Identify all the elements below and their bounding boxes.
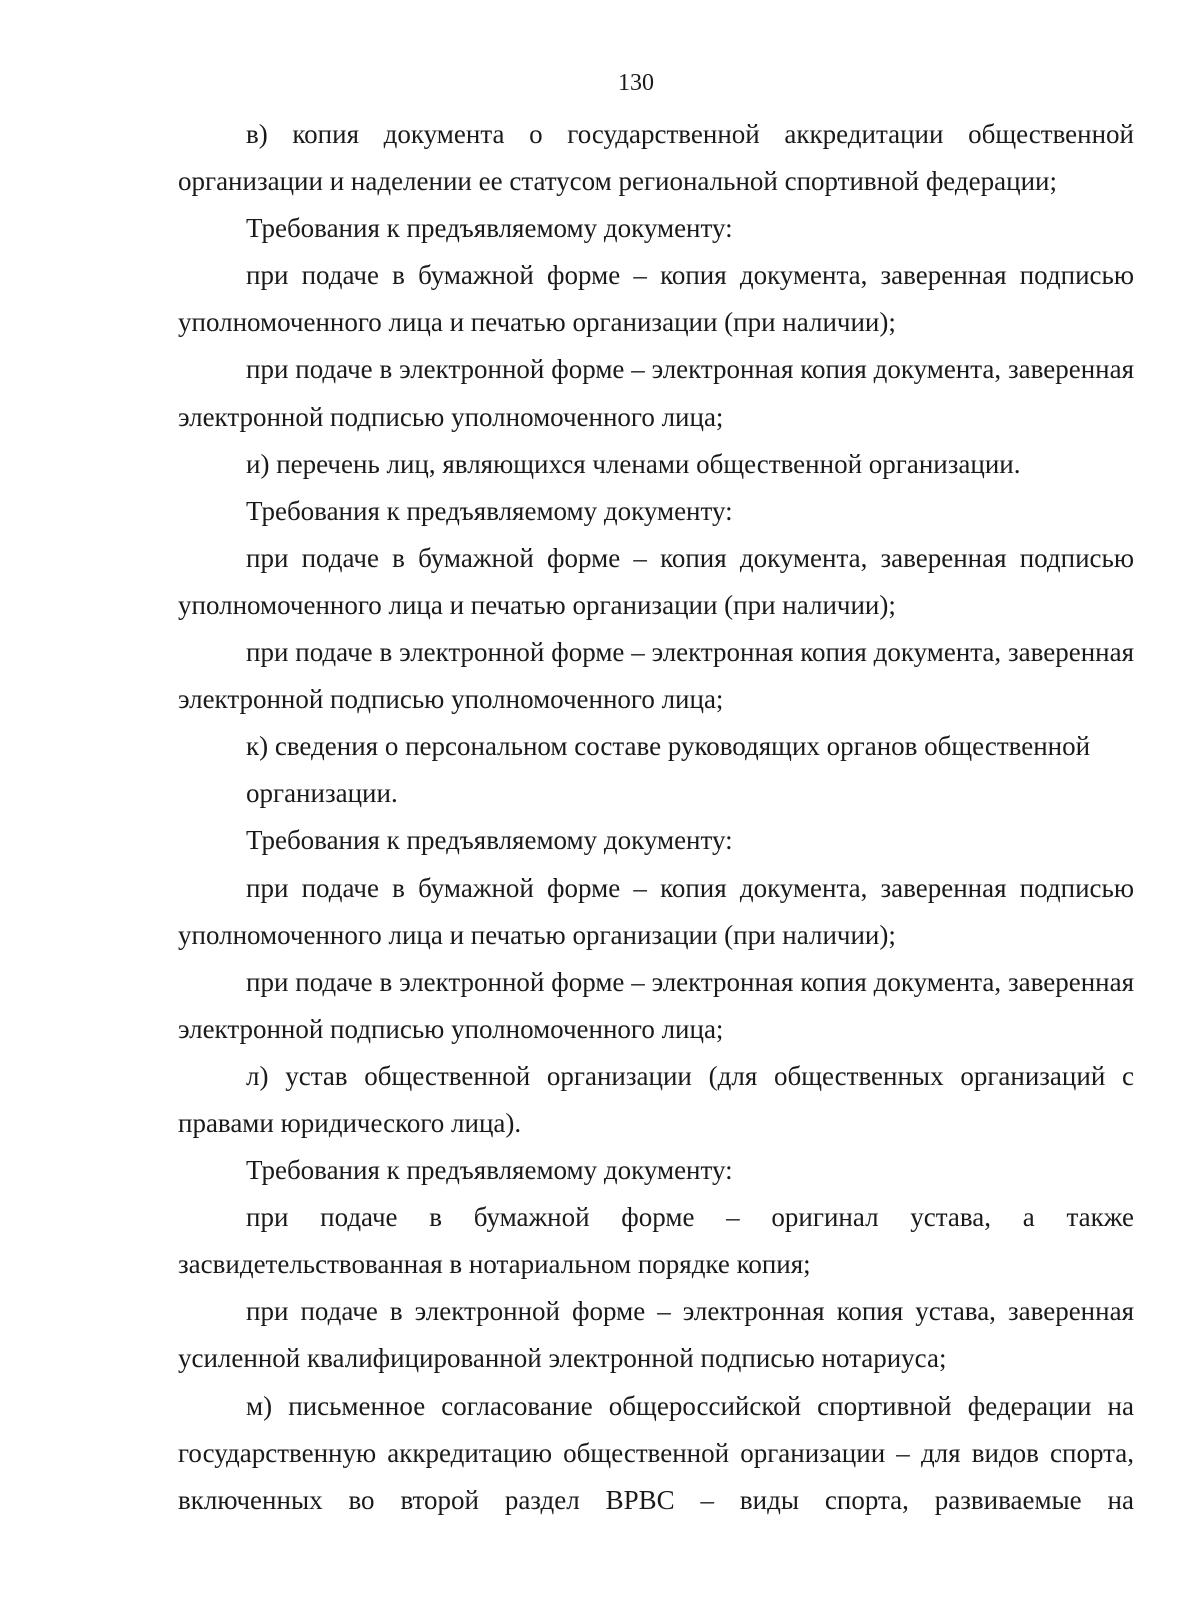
document-body	[178, 111, 1134, 1524]
paragraph-item-l: л) устав общественной организации (для общественных организаций с правами юридического лица).	[178, 1060, 1134, 1138]
paper-form-requirement: при подаче в бумажной форме – копия документа, заверенная подписью уполномоченного лица и печатью организации (при наличии);	[178, 542, 1134, 620]
requirements-heading: Требования к предъявляемому документу:	[246, 213, 733, 244]
requirements-heading: Требования к предъявляемому документу:	[246, 495, 733, 526]
electronic-form-requirement: при подаче в электронной форме – электронная копия документа, заверенная электронной подписью уполномоченного лица;	[178, 354, 1134, 432]
electronic-form-requirement: при подаче в электронной форме – электронная копия документа, заверенная электронной подписью уполномоченного лица;	[178, 966, 1134, 1044]
paper-form-requirement: при подаче в бумажной форме – копия документа, заверенная подписью уполномоченного лица и печатью организации (при наличии);	[178, 260, 1134, 338]
requirements-heading: Требования к предъявляемому документу:	[246, 1155, 733, 1186]
paragraph-item-v: в) копия документа о государственной аккредитации общественной организации и наделении ее статусом региональной спортивной федерации;	[178, 119, 1134, 197]
page-number: 130	[618, 70, 654, 96]
paper-form-requirement: при подаче в бумажной форме – копия документа, заверенная подписью уполномоченного лица и печатью организации (при наличии);	[178, 872, 1134, 950]
paragraph-item-k: к) сведения о персональном составе руководящих органов общественной организации.	[246, 731, 1091, 809]
paragraph-item-i: и) перечень лиц, являющихся членами общественной организации.	[246, 448, 1021, 479]
requirements-heading: Требования к предъявляемому документу:	[246, 825, 733, 856]
paragraph-item-m: м) письменное согласование общероссийской спортивной федерации на государственную аккредитацию общественной организации – для видов спорта, включенных во второй раздел ВРВС – виды спорта, развиваемые на	[178, 1390, 1134, 1515]
electronic-form-requirement: при подаче в электронной форме – электронная копия документа, заверенная электронной подписью уполномоченного лица;	[178, 637, 1134, 715]
paper-form-requirement: при подаче в бумажной форме – оригинал устава, а также засвидетельствованная в нотариальном порядке копия;	[178, 1202, 1134, 1280]
electronic-form-requirement: при подаче в электронной форме – электронная копия устава, заверенная усиленной квалифицированной электронной подписью нотариуса;	[178, 1296, 1134, 1374]
